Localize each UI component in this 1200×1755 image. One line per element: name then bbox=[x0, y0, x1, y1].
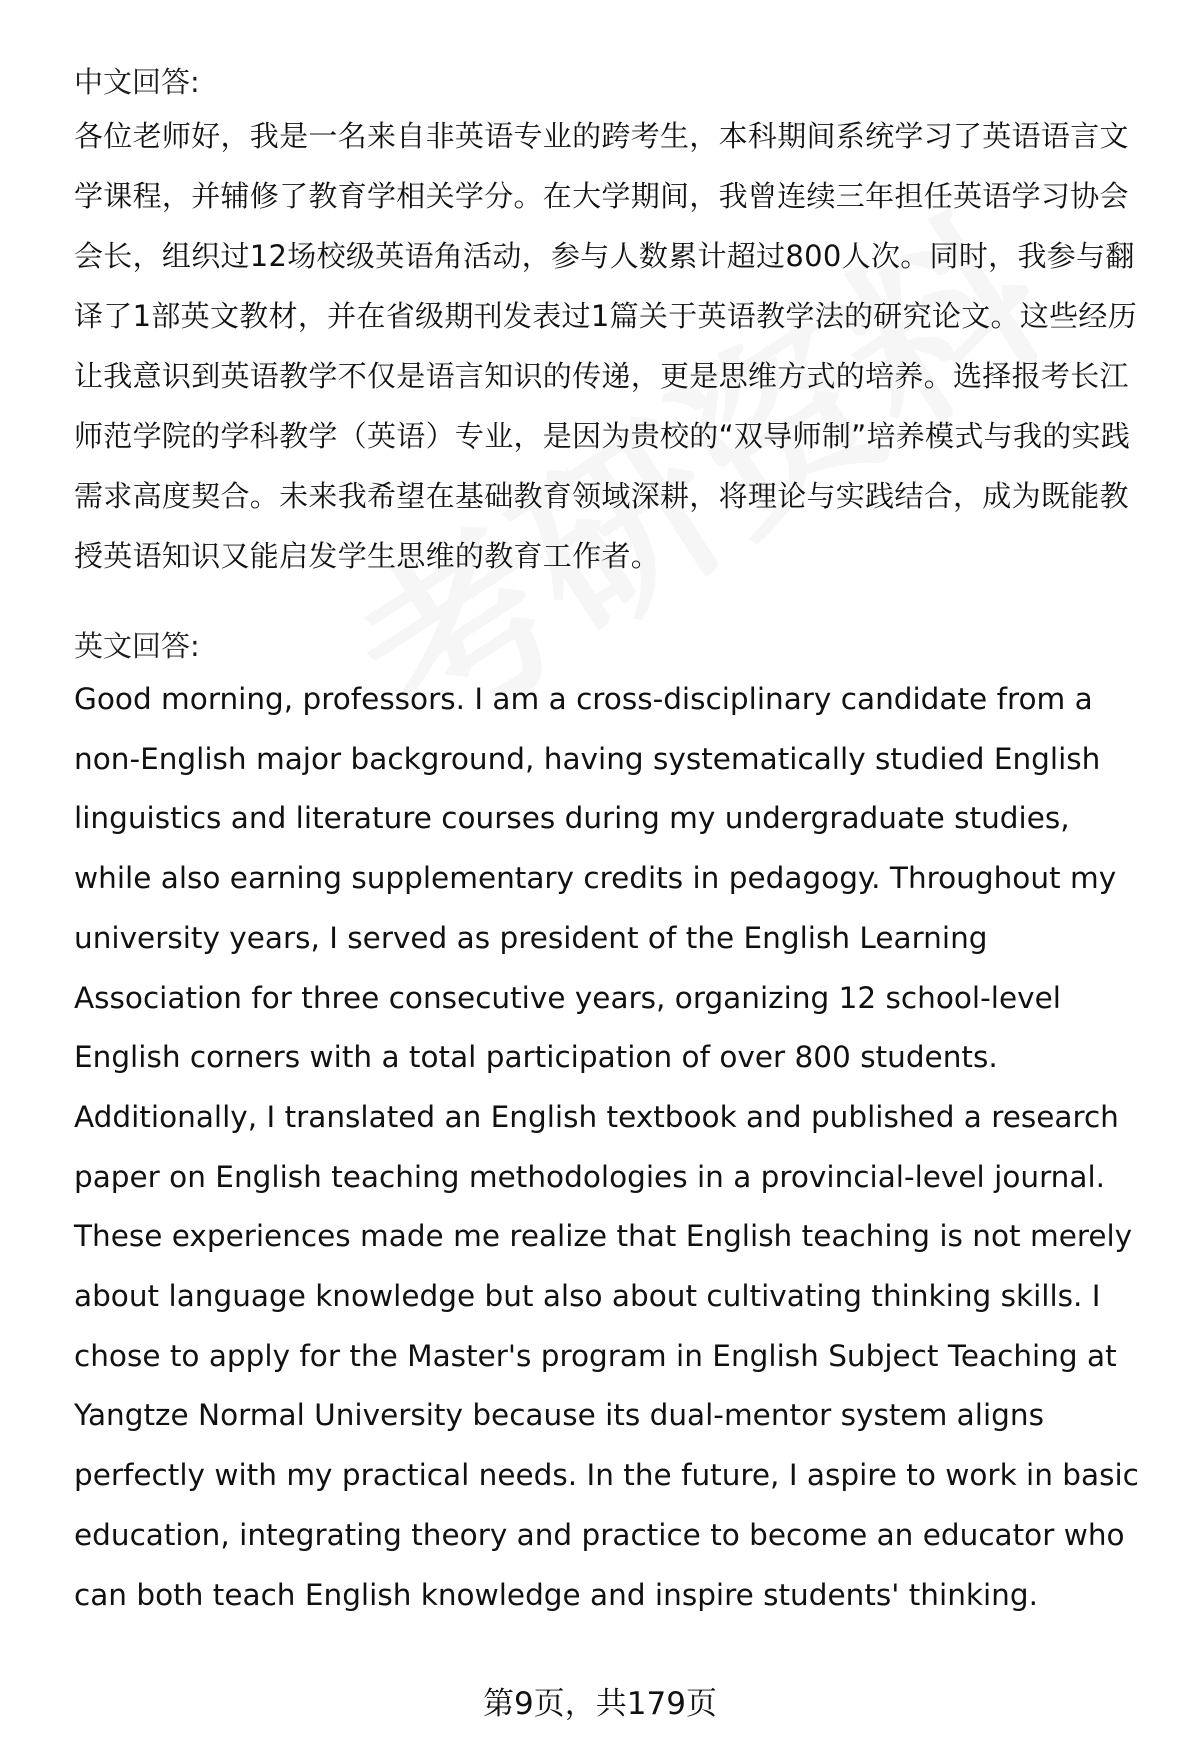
page-number: 第9页，共179页 bbox=[483, 1686, 717, 1722]
english-answer-paragraph: Good morning, professors. I am a cross-disciplinary candidate from a non-English major background, having systematically studied English linguistics and literature courses during my undergraduate studies, while also earning supplementary credits in pedagogy. Throughout my university years, I served as president of the English Learning Association for three consecutive years, organizing 12 school-level English corners with a total participation of over 800 students. Additionally, I translated an English textbook and published a research paper on English teaching methodologies in a provincial-level journal. These experiences made me realize that English teaching is not merely about language knowledge but also about cultivating thinking skills. I chose to apply for the Master's program in English Subject Teaching at Yangtze Normal University because its dual-mentor system aligns perfectly with my practical needs. In the future, I aspire to work in basic education, integrating theory and practice to become an educator who can both teach English knowledge and inspire students' thinking. bbox=[74, 682, 1139, 1612]
document-body bbox=[74, 62, 1154, 1625]
chinese-answer-heading: 中文回答: bbox=[74, 65, 200, 99]
english-answer-heading: 英文回答: bbox=[74, 629, 200, 663]
chinese-answer-paragraph: 各位老师好，我是一名来自非英语专业的跨考生，本科期间系统学习了英语语言文学课程，并辅修了教育学相关学分。在大学期间，我曾连续三年担任英语学习协会会长，组织过12场校级英语角活动，参与人数累计超过800人次。同时，我参与翻译了1部英文教材，并在省级期刊发表过1篇关于英语教学法的研究论文。这些经历让我意识到英语教学不仅是语言知识的传递，更是思维方式的培养。选择报考长江师范学院的学科教学（英语）专业，是因为贵校的“双导师制”培养模式与我的实践需求高度契合。未来我希望在基础教育领域深耕，将理论与实践结合，成为既能教授英语知识又能启发学生思维的教育工作者。 bbox=[74, 119, 1138, 573]
